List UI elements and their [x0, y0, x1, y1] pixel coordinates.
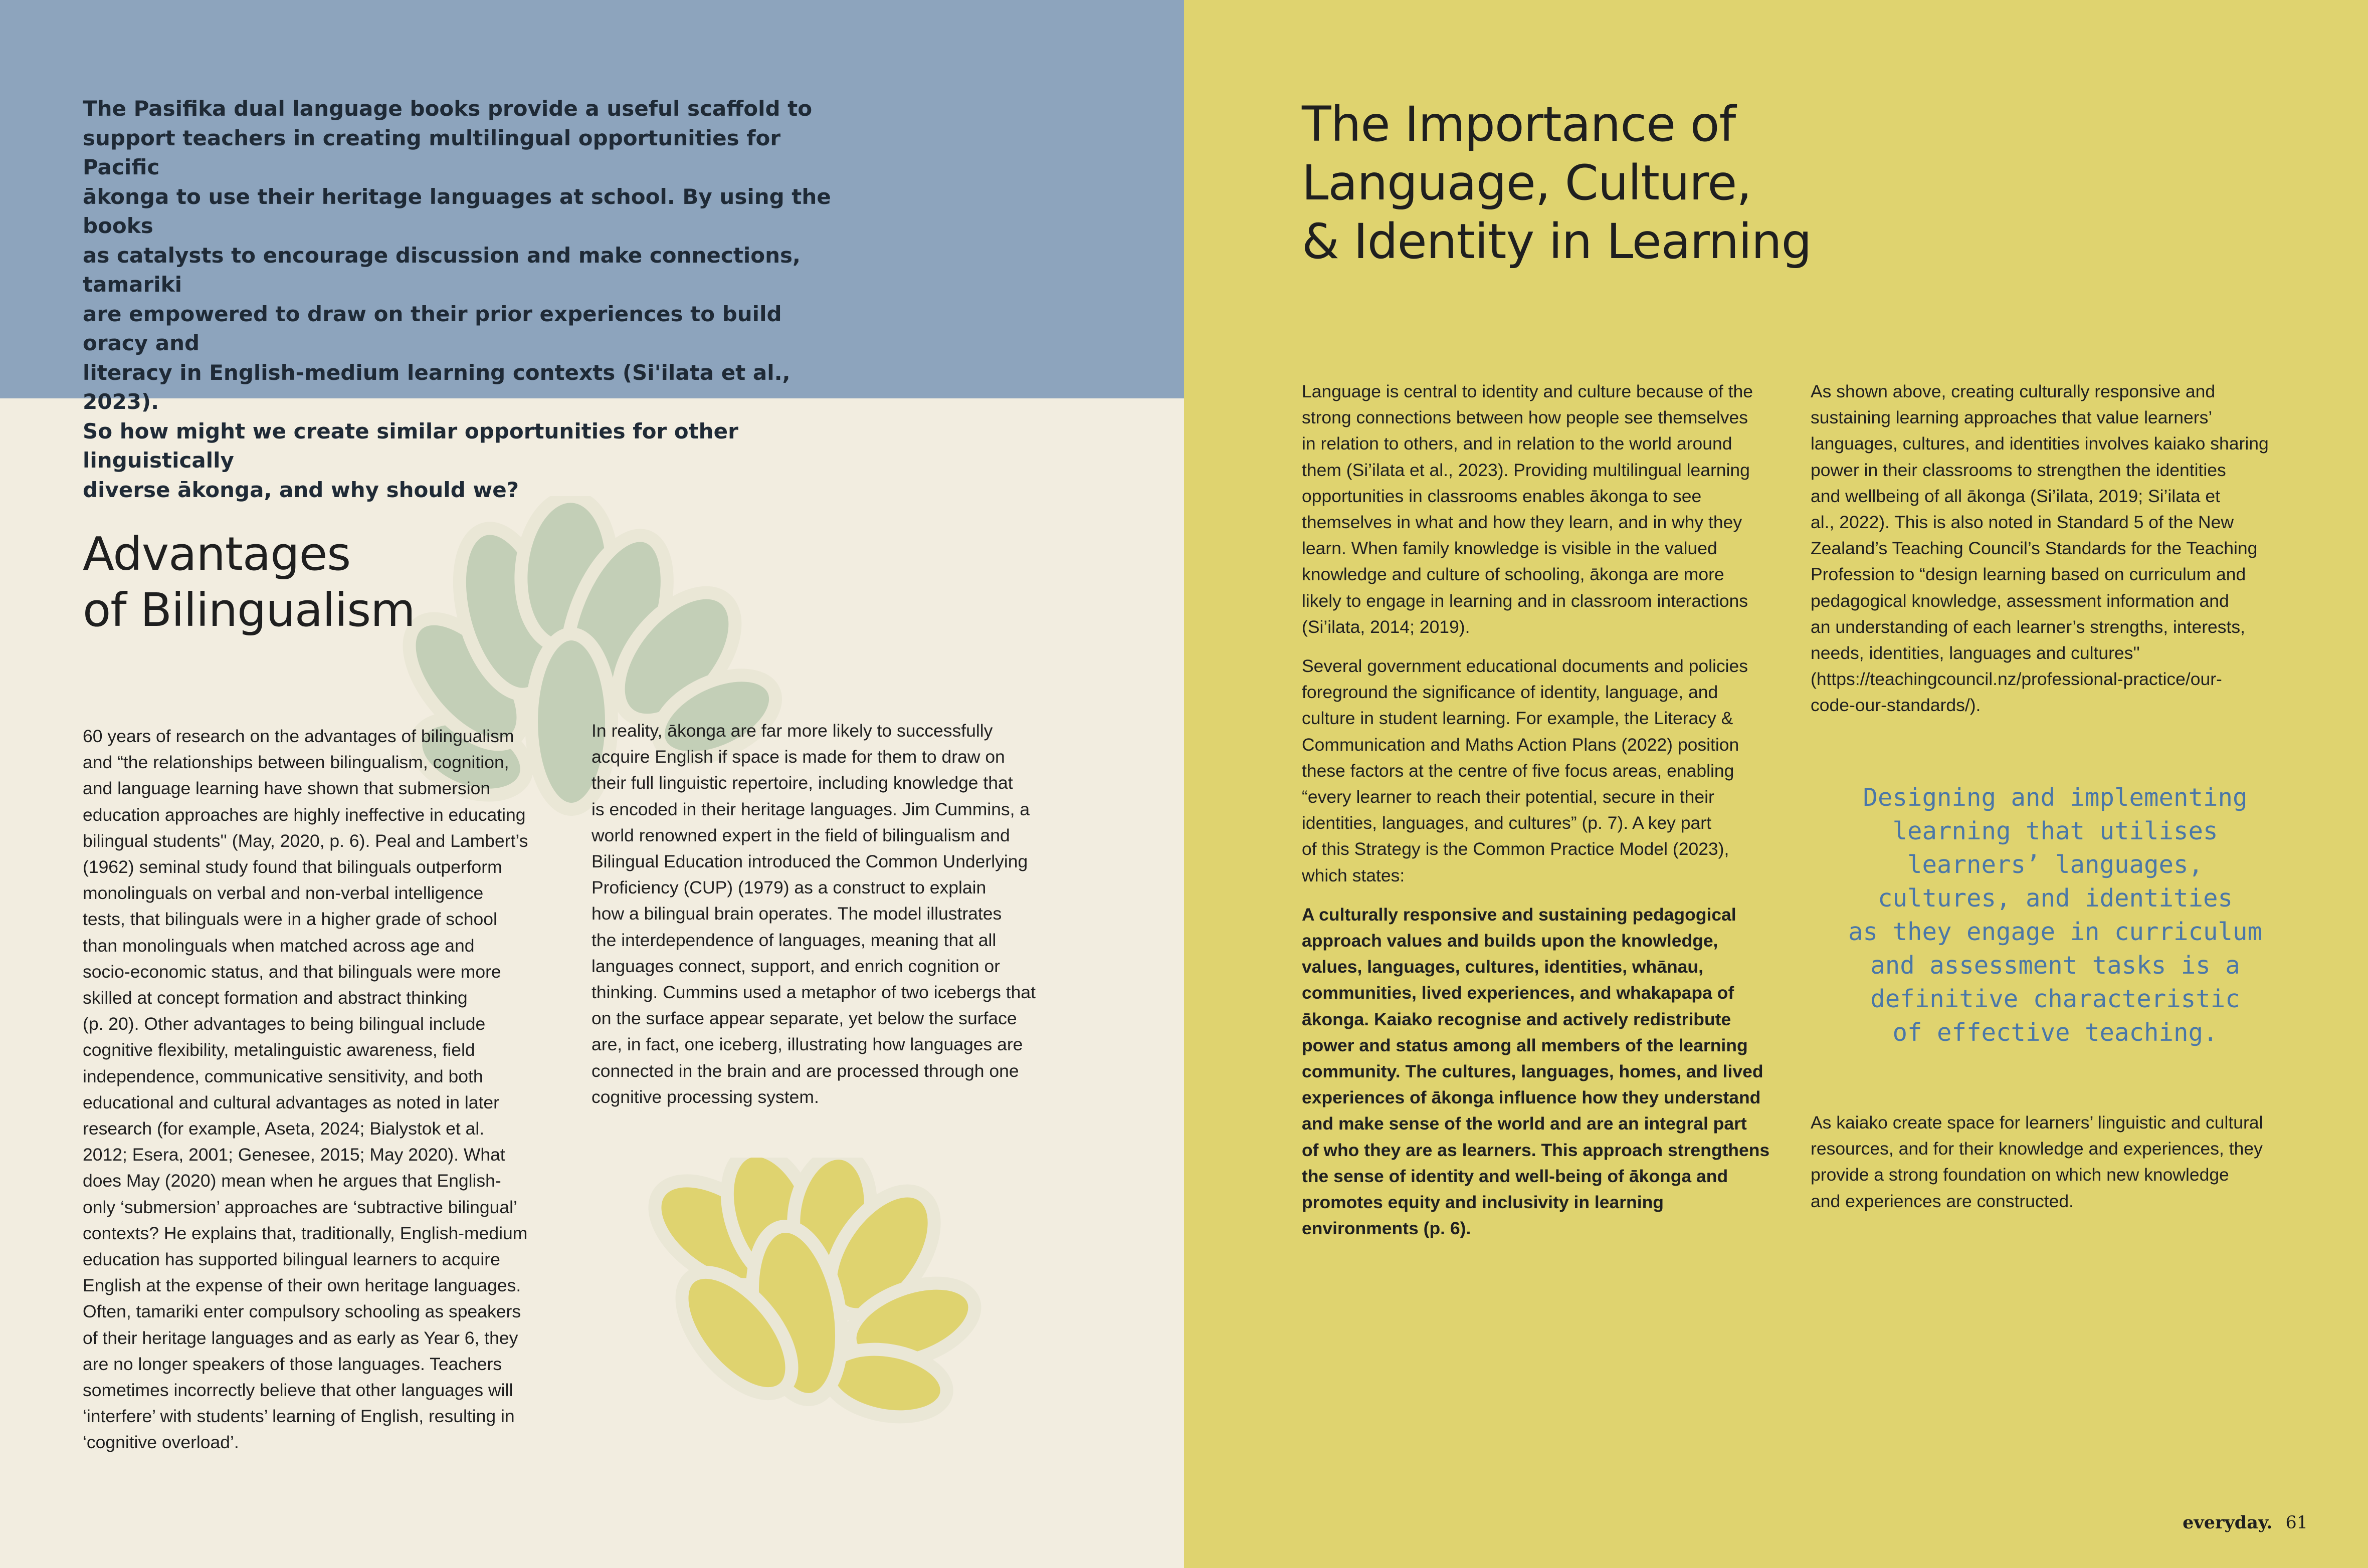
pull-quote: Designing and implementing learning that utilises learners’ languages, cultures, and identities as they engage in curriculum and assessment tasks is a definitive characteristic of effective teaching. [1848, 783, 2262, 1047]
intro-paragraph: The Pasifika dual language books provide a useful scaffold to support teachers in creating multilingual opportunities for Pacific ākonga to use their heritage languages at school. By using the books as catalysts to encourage discussion and make connections, tamariki are empowered to draw on their prior experiences to build oracy and literacy in English-medium learning contexts (Si'ilata et al., 2023). So how might we create similar opportunities for other linguistically diverse ākonga, and why should we? [83, 96, 831, 502]
bilingualism-paragraph: 60 years of research on the advantages of bilingualism and “the relationships between bilingualism, cognition, and language learning have shown that submersion education approaches are highly ineffective in educating bilingual students'' (May, 2020, p. 6). Peal and Lambert’s (1962) seminal study found that bilinguals outperform monolinguals on verbal and non-verbal intelligence tests, that bilinguals were in a higher grade of school than monolinguals when matched across age and socio-economic status, and that bilinguals were more skilled at concept formation and abstract thinking (p. 20). Other advantages to being bilingual include cognitive flexibility, metalinguistic awareness, field independence, communicative sensitivity, and both educational and cultural advantages as noted in later research (for example, Aseta, 2024; Bialystok et al. 2012; Esera, 2001; Genesee, 2015; May 2020). What does May (2020) mean when he argues that English- only ‘submersion’ approaches are ‘subtractive bilingual’ contexts? He explains that, traditionally, English-medium education has supported bilingual learners to acquire English at the expense of their own heritage languages. Often, tamariki enter compulsory schooling as speakers of their heritage languages and as early as Year 6, they are no longer speakers of those languages. Teachers sometimes incorrectly believe that other languages will ‘interfere’ with students’ learning of English, resulting in ‘cognitive overload’. [83, 726, 528, 1453]
advantages-heading: Advantages of Bilingualism [83, 527, 415, 637]
page-footer [2183, 1512, 2308, 1533]
right-column-2-closing [1811, 1109, 2292, 1227]
cup-paragraph: In reality, ākonga are far more likely to successfully acquire English if space is made for them to draw on their full linguistic repertoire, including knowledge that is encoded in their heritage languages. Jim Cummins, a world renowned expert in the field of bilingualism and Bilingual Education introduced the Common Underlying Proficiency (CUP) (1979) as a construct to explain how a bilingual brain operates. The model illustrates the interdependence of languages, meaning that all languages connect, support, and enrich cognition or thinking. Cummins used a metaphor of two icebergs that on the surface appear separate, yet below the surface are, in fact, one iceberg, illustrating how languages are connected in the brain and are processed through one cognitive processing system. [591, 721, 1036, 1107]
right-column-1 [1302, 378, 1783, 1255]
importance-heading: The Importance of Language, Culture, & Identity in Learning [1302, 96, 1812, 270]
yellow-fan-motif [647, 1158, 1008, 1443]
closing-paragraph: As kaiako create space for learners’ linguistic and cultural resources, and for their knowledge and experiences, they provide a strong foundation on which new knowledge and experiences are constructed. [1811, 1112, 2263, 1211]
intro-panel [0, 0, 1184, 502]
right-column-2 [1811, 378, 2292, 732]
page-number: 61 [2285, 1513, 2308, 1533]
magazine-brand: everyday. [2183, 1512, 2273, 1533]
standards-paragraph: As shown above, creating culturally responsive and sustaining learning approaches that value learners’ languages, cultures, and identities involves kaiako sharing power in their classrooms to strengthen the identities and wellbeing of all ākonga (Si’ilata, 2019; Si’ilata et al., 2022). This is also noted in Standard 5 of the New Zealand’s Teaching Council’s Standards for the Teaching Profession to “design learning based on curriculum and pedagogical knowledge, assessment information and an understanding of each learner’s strengths, interests, needs, identities, languages and cultures'' (https://teachingcouncil.nz/professional-practice/our- code-our-standards/). [1811, 381, 2269, 716]
common-practice-quote: A culturally responsive and sustaining pedagogical approach values and builds upon the knowledge, values, languages, cultures, identities, whānau, communities, lived experiences, and whakapapa of ākonga. Kaiako recognise and actively redistribute power and status among all members of the learning community. The cultures, languages, homes, and lived experiences of ākonga influence how they understand and make sense of the world and are an integral part of who they are as learners. This approach strengthens the sense of identity and well-being of ākonga and promotes equity and inclusivity in learning environments (p. 6). [1302, 904, 1770, 1239]
left-column-1 [83, 723, 559, 1469]
government-policy-paragraph: Several government educational documents and policies foreground the significance of identity, language, and culture in student learning. For example, the Literacy & Communication and Maths Action Plans (2022) position these factors at the centre of five focus areas, enabling “every learner to reach their potential, secure in their identities, languages, and cultures” (p. 7). A key part of this Strategy is the Common Practice Model (2023), which states: [1302, 656, 1748, 885]
left-column-2 [591, 718, 1068, 1123]
language-identity-paragraph: Language is central to identity and culture because of the strong connections between how people see themselves in relation to others, and in relation to the world around them (Si’ilata et al., 2023). Providing multilingual learning opportunities in classrooms enables ākonga to see themselves in what and how they learn, and in why they learn. When family knowledge is visible in the valued knowledge and culture of schooling, ākonga are more likely to engage in learning and in classroom interactions (Si’ilata, 2014; 2019). [1302, 381, 1753, 637]
